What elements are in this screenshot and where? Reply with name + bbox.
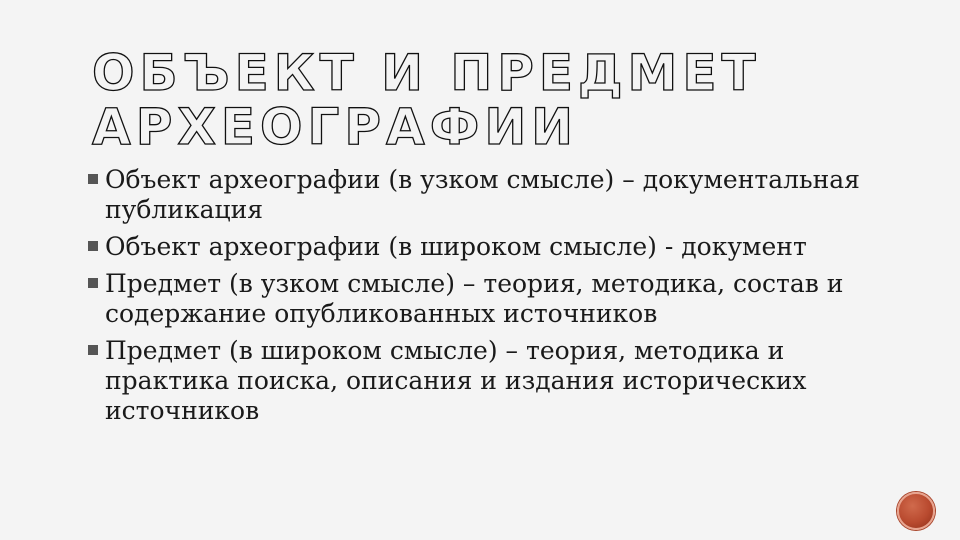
bullet-list [88, 165, 908, 433]
bullet-item-object-broad [88, 232, 908, 262]
bullet-text: Предмет (в широком смысле) – теория, методика и практика поиска, описания и издания исторических источников [105, 336, 807, 425]
bullet-text: Предмет (в узком смысле) – теория, методика, состав и содержание опубликованных источников [105, 269, 844, 328]
bullet-text: Объект археографии (в узком смысле) – документальная публикация [105, 165, 860, 224]
square-bullet-icon [88, 278, 98, 288]
square-bullet-icon [88, 241, 98, 251]
slide-title-line-1: ОБЪЕКТ И ПРЕДМЕТ [92, 44, 761, 102]
slide-title [92, 46, 912, 154]
bullet-text: Объект археографии (в широком смысле) - документ [105, 232, 807, 261]
bullet-item-subject-narrow [88, 269, 908, 329]
square-bullet-icon [88, 345, 98, 355]
bullet-item-object-narrow [88, 165, 908, 225]
slide-title-line-2: АРХЕОГРАФИИ [92, 98, 579, 156]
bullet-item-subject-broad [88, 336, 908, 426]
slide-number-badge-icon [897, 492, 935, 530]
square-bullet-icon [88, 174, 98, 184]
